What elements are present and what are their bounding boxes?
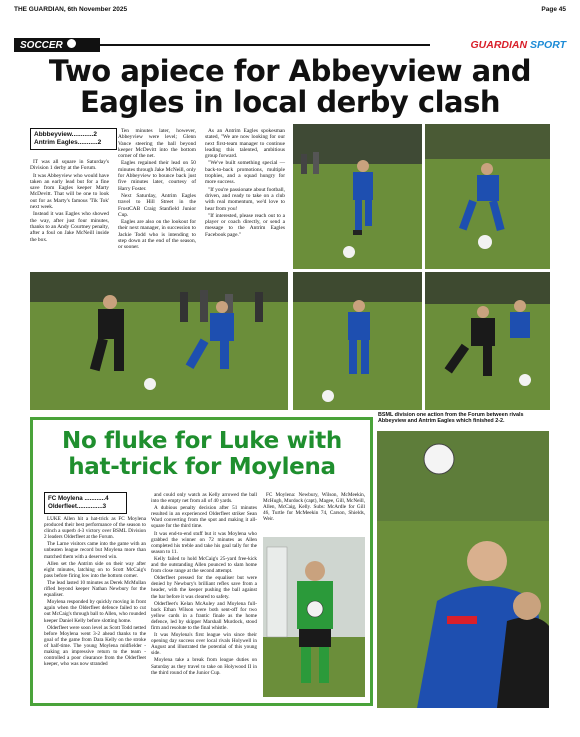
article1-column-3: As an Antrim Eagles spokesman stated, "We are now looking for our next first-team manager to continue leading this talented, ambitious group forward. "We've built something special — back-to-back promotions, multiple trophies, and a squad hungry for more success. "If you're passionate about football, driven, and ready to take on a club with real momentum, we'd love to hear from you! "If interested, please reach out to a player or coach directly, or send a message to the Antrim Eagles Facebook page." — [205, 128, 285, 238]
masthead-date: THE GUARDIAN, 6th November 2025 — [14, 6, 128, 13]
soccer-section-label: SOCCER — [14, 38, 100, 52]
article1-scorebox — [30, 128, 117, 150]
home-score: FC Moylena ............4 — [48, 495, 109, 502]
match-photo-1 — [293, 124, 422, 269]
match-photo-5 — [425, 272, 550, 410]
section-bar — [14, 38, 566, 52]
article1-column-2: Ten minutes later, however, Abbeyview were level; Glenn Vance steering the ball beyond keeper McDevitt into the bottom corner of the net. Eagles regained their lead on 50 minutes through Jake McNeill, only for Abbeyview to bounce back just five minutes later, courtesy of Harry Foster. Next Saturday, Antrim Eagles travel to Hill Street in the FrostCAB Craig Stanfield Junior Cup. Eagles are also on the lookout for their next manager, in succession to Jackie Todd who is intending to step down at the end of the season, or sooner. — [118, 128, 196, 251]
match-photo-3 — [30, 272, 288, 410]
home-score: Abbbeyview............2 — [34, 131, 97, 138]
football-icon — [66, 38, 77, 49]
match-photo-2 — [425, 124, 550, 269]
photo-caption: BSML division one action from the Forum between rivals Abbeyview and Antrim Eagles which finished 2-2. — [378, 412, 524, 425]
article2-column-3: FC Moylena: Newbury, Wilson, McMeekin, McHugh, Murdock (capt), Magee, Gill, McNeill, Allen, McCaig, Kelly. Subs: McArdle for Gill 46, Turtle for McMeekin 74, Carson, Shields, Weir. — [263, 492, 365, 523]
away-score: Antrim Eagles...........2 — [34, 139, 102, 146]
article1-headline: Two apiece for Abbeyview and Eagles in local derby clash — [48, 54, 532, 119]
article2-scorebox — [44, 492, 127, 514]
guardian-sport-logo: GUARDIAN SPORT — [470, 39, 566, 51]
celebration-photo — [377, 431, 549, 708]
article1-column-1: IT was all square in Saturday's Division 1 derby at the Forum. It was Abbeyview who would have taken an early lead but for a fine save from Eagles keeper Marty McDevitt. That will be one to look out for as Marty's famous 'Tik Tok' next week. Instead it was Eagles who showed the way, after just four minutes, thanks to an Andy Courtney penalty, after a foul on Jake McNeill inside the box. — [30, 159, 109, 243]
article2-headline: No fluke for Luke with hat-trick for Moylena — [62, 428, 342, 480]
section-divider — [100, 44, 430, 46]
page-number: Page 45 — [541, 6, 566, 13]
article2-column-1: LUKE Allen hit a hat-trick as FC Moylena produced their best performance of the season to clinch a superb 4-3 victory over BSML Division 2 leaders Olderfleet at the Forum. The Larne visitors came into the game with an unbeaten league record but Moylena more than matched them with a deserved win. Allen set the Antrim side on their way after eight minutes, latching on to Scott McCaig's pass before firing low into the bottom corner. The lead lasted 10 minutes as Derek McMullan rifled beyond keeper Nathan Newbury for the equaliser. Moylena responded by quickly moving in front again when the Olderfleet defence failed to cut out McCaig's through ball to Allen, who rounded keeper Daniel Kelly before slotting home. Olderfleet were soon level as Scott Todd netted before Moylena went 3-2 ahead thanks to the goal of the game from Dara Kelly on the stroke of half-time. The young Moylena midfielder - making an impressive return to the team - controlled a poor clearance from the Olderfleet keeper, who was now stranded — [44, 516, 146, 668]
article2-column-2: and could only watch as Kelly arrowed the ball into the empty net from all of 40 yards. A dubious penalty decision after 51 minutes resulted in an experienced Olderfleet striker Sean Ward converting from the spot and making it all-square for the third time. It was end-to-end stuff but it was Moylena who grabbed the winner on 72 minutes as Allen completed his treble and take his goal tally for the season to 11. Kelly failed to hold McCaig's 25-yard free-kick and the outstanding Allen pounced to slam home from close range at the second attempt. Olderfleet pressed for the equaliser but were denied by Newbury's brilliant reflex save from a header, with the keeper pushing the ball against the bar before it was cleared to safety. Olderfleet's Kelan McAuley and Moylena full-back Ethan Wilson were both sent-off for two yellow cards in a frantic finale as the home defence, led by skipper Marshall Murdock, stood firm and resolute to the final whistle. It was Moylena's first league win since their opening day success over local rivals Holywell in August and illustrated the potential of this young side. Moylena take a break from league duties on Saturday as they travel to take on Holywood II in the third round of the Junior Cup. — [151, 492, 257, 676]
hat-trick-player-photo — [263, 537, 365, 697]
masthead — [14, 6, 566, 16]
away-score: Olderfleet...............3 — [48, 503, 107, 510]
match-photo-4 — [293, 272, 422, 410]
